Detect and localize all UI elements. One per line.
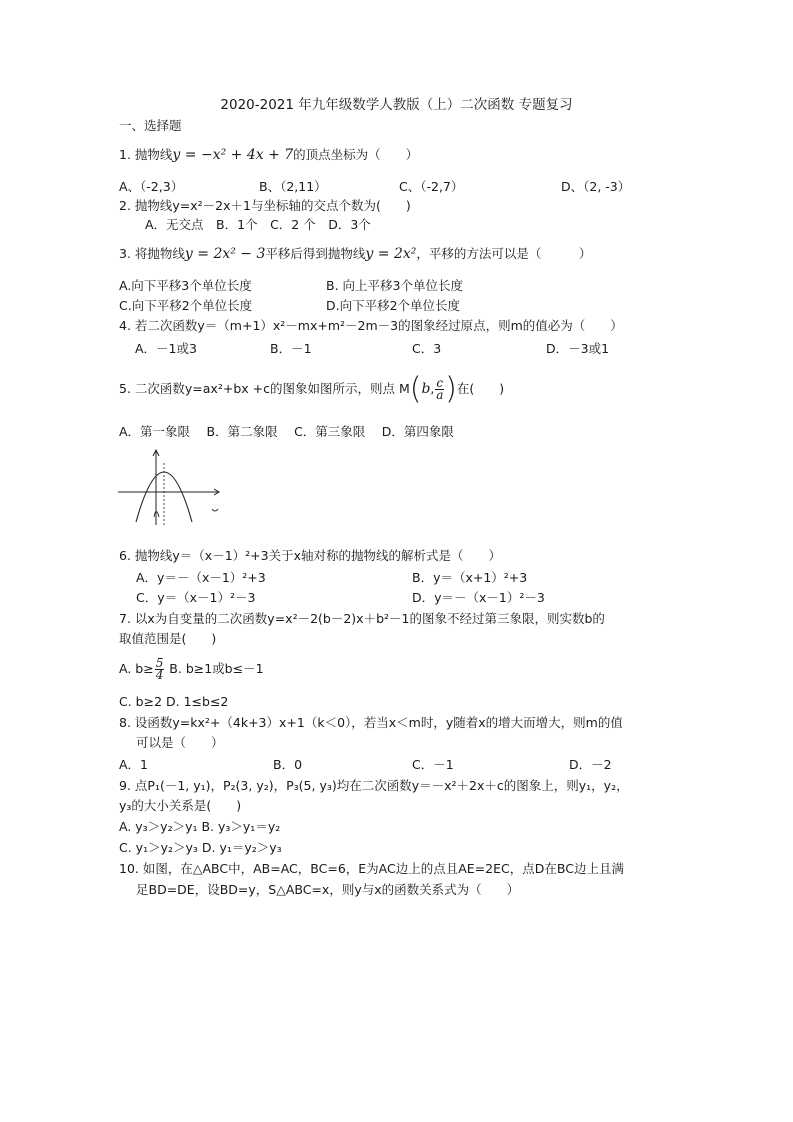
q1-option-a: A、（-2,3）: [119, 179, 184, 194]
question-8-line-1: 8. 设函数y=kx²+（4k+3）x+1（k＜0），若当x＜m时，y随着x的增大而增大，则m的值: [119, 715, 623, 730]
q7-options-cd: C. b≥2 D. 1≤b≤2: [119, 694, 229, 709]
section-heading: 一、选择题: [119, 118, 182, 133]
q4-option-d: D．－3或1: [546, 341, 610, 356]
q5-suffix: 在( ): [456, 381, 505, 396]
q3-suffix: ，平移的方法可以是（ ）: [416, 246, 592, 261]
q4-option-a: A．－1或3: [135, 341, 197, 356]
q5-comma: ,: [430, 381, 435, 396]
q7-fraction: [155, 658, 165, 681]
q5-options: A．第一象限 B．第二象限 C．第三象限 D．第四象限: [119, 424, 454, 439]
question-2-stem: 2. 抛物线y=x²－2x＋1与坐标轴的交点个数为( ): [119, 198, 411, 213]
q7-option-a-prefix: A. b≥: [119, 661, 154, 676]
question-3-stem: [119, 246, 591, 262]
q5-prefix: 5. 二次函数y=ax²+bx +c的图象如图所示，则点 M: [119, 381, 410, 396]
q5-right-paren: ): [445, 371, 457, 407]
q3-formula-1: y = 2x² − 3: [184, 246, 266, 262]
q3-formula-2: y = 2x²: [365, 246, 417, 262]
q1-suffix: 的顶点坐标为（ ）: [293, 147, 419, 162]
question-4-stem: 4. 若二次函数y＝（m+1）x²－mx+m²－2m－3的图象经过原点，则m的值必为（ ）: [119, 318, 623, 333]
q7-option-a-suffix: B. b≥1或b≤－1: [165, 661, 264, 676]
question-10-line-1: 10. 如图，在△ABC中，AB=AC，BC=6，E为AC边上的点且AE=2EC，点D在BC边上且满: [119, 861, 624, 876]
q6-option-b: B．y＝（x+1）²+3: [412, 570, 528, 585]
q3-option-a: A.向下平移3个单位长度: [119, 278, 252, 293]
q8-option-a: A．1: [119, 757, 149, 772]
question-9-line-2: y₃的大小关系是( ): [119, 798, 242, 813]
q3-option-d: D.向下平移2个单位长度: [326, 298, 461, 313]
q4-option-c: C．3: [412, 341, 442, 356]
parabola-graph: [118, 449, 223, 527]
q1-option-b: B、（2,11）: [259, 179, 327, 194]
q2-options: A．无交点 B．1个 C．2 个 D．3个: [145, 217, 371, 232]
q8-option-c: C．－1: [412, 757, 454, 772]
q1-prefix: 1. 抛物线: [119, 147, 173, 162]
question-10-line-2: 足BD=DE，设BD=y，S△ABC=x，则y与x的函数关系式为（ ）: [136, 882, 520, 897]
q4-option-b: B．－1: [270, 341, 312, 356]
question-7-line-2: 取值范围是( ): [119, 631, 217, 646]
q9-options-ab: A. y₃＞y₂＞y₁ B. y₃＞y₁＝y₂: [119, 819, 281, 834]
worksheet-title: 2020-2021 年九年级数学人教版（上）二次函数 专题复习: [220, 97, 573, 113]
q5-point-x: b: [421, 381, 431, 397]
q8-option-b: B．0: [273, 757, 303, 772]
x-axis-label-mark: [212, 509, 218, 511]
q5-fraction: [435, 378, 444, 401]
question-9-line-1: 9. 点P₁(－1, y₁)，P₂(3, y₂)，P₃(5, y₃)均在二次函数y＝－x²＋2x＋c的图象上，则y₁，y₂，: [119, 778, 629, 793]
q5-frac-denominator: a: [436, 388, 444, 402]
q7-options-ab: [119, 655, 264, 683]
q6-option-d: D．y＝－（x－1）²－3: [412, 590, 545, 605]
q1-option-c: C、（-2,7）: [399, 179, 464, 194]
question-5-stem: [119, 371, 505, 407]
question-7-line-1: 7. 以x为自变量的二次函数y=x²－2(b－2)x＋b²－1的图象不经过第三象限，则实数b的: [119, 611, 605, 626]
q8-option-d: D．－2: [569, 757, 612, 772]
q9-options-cd: C. y₁＞y₂＞y₃ D. y₁＝y₂＞y₃: [119, 840, 282, 855]
q3-option-c: C.向下平移2个单位长度: [119, 298, 253, 313]
q7-frac-denominator: 4: [155, 668, 164, 682]
q1-formula: y = −x² + 4x + 7: [172, 147, 294, 163]
q6-option-c: C．y＝（x－1）²－3: [136, 590, 256, 605]
question-6-stem: 6. 抛物线y＝（x－1）²+3关于x轴对称的抛物线的解析式是（ ）: [119, 548, 501, 563]
question-8-line-2: 可以是（ ）: [136, 735, 224, 750]
q3-option-b: B. 向上平移3个单位长度: [326, 278, 463, 293]
question-1-stem: [119, 147, 418, 163]
q3-prefix: 3. 将抛物线: [119, 246, 185, 261]
q5-left-paren: (: [409, 371, 422, 407]
q3-middle: 平移后得到抛物线: [265, 246, 366, 261]
q6-option-a: A．y＝－（x－1）²+3: [136, 570, 266, 585]
q7-frac-numerator: 5: [155, 656, 164, 670]
q5-frac-numerator: c: [436, 376, 444, 390]
q1-option-d: D、（2, -3）: [561, 179, 631, 194]
